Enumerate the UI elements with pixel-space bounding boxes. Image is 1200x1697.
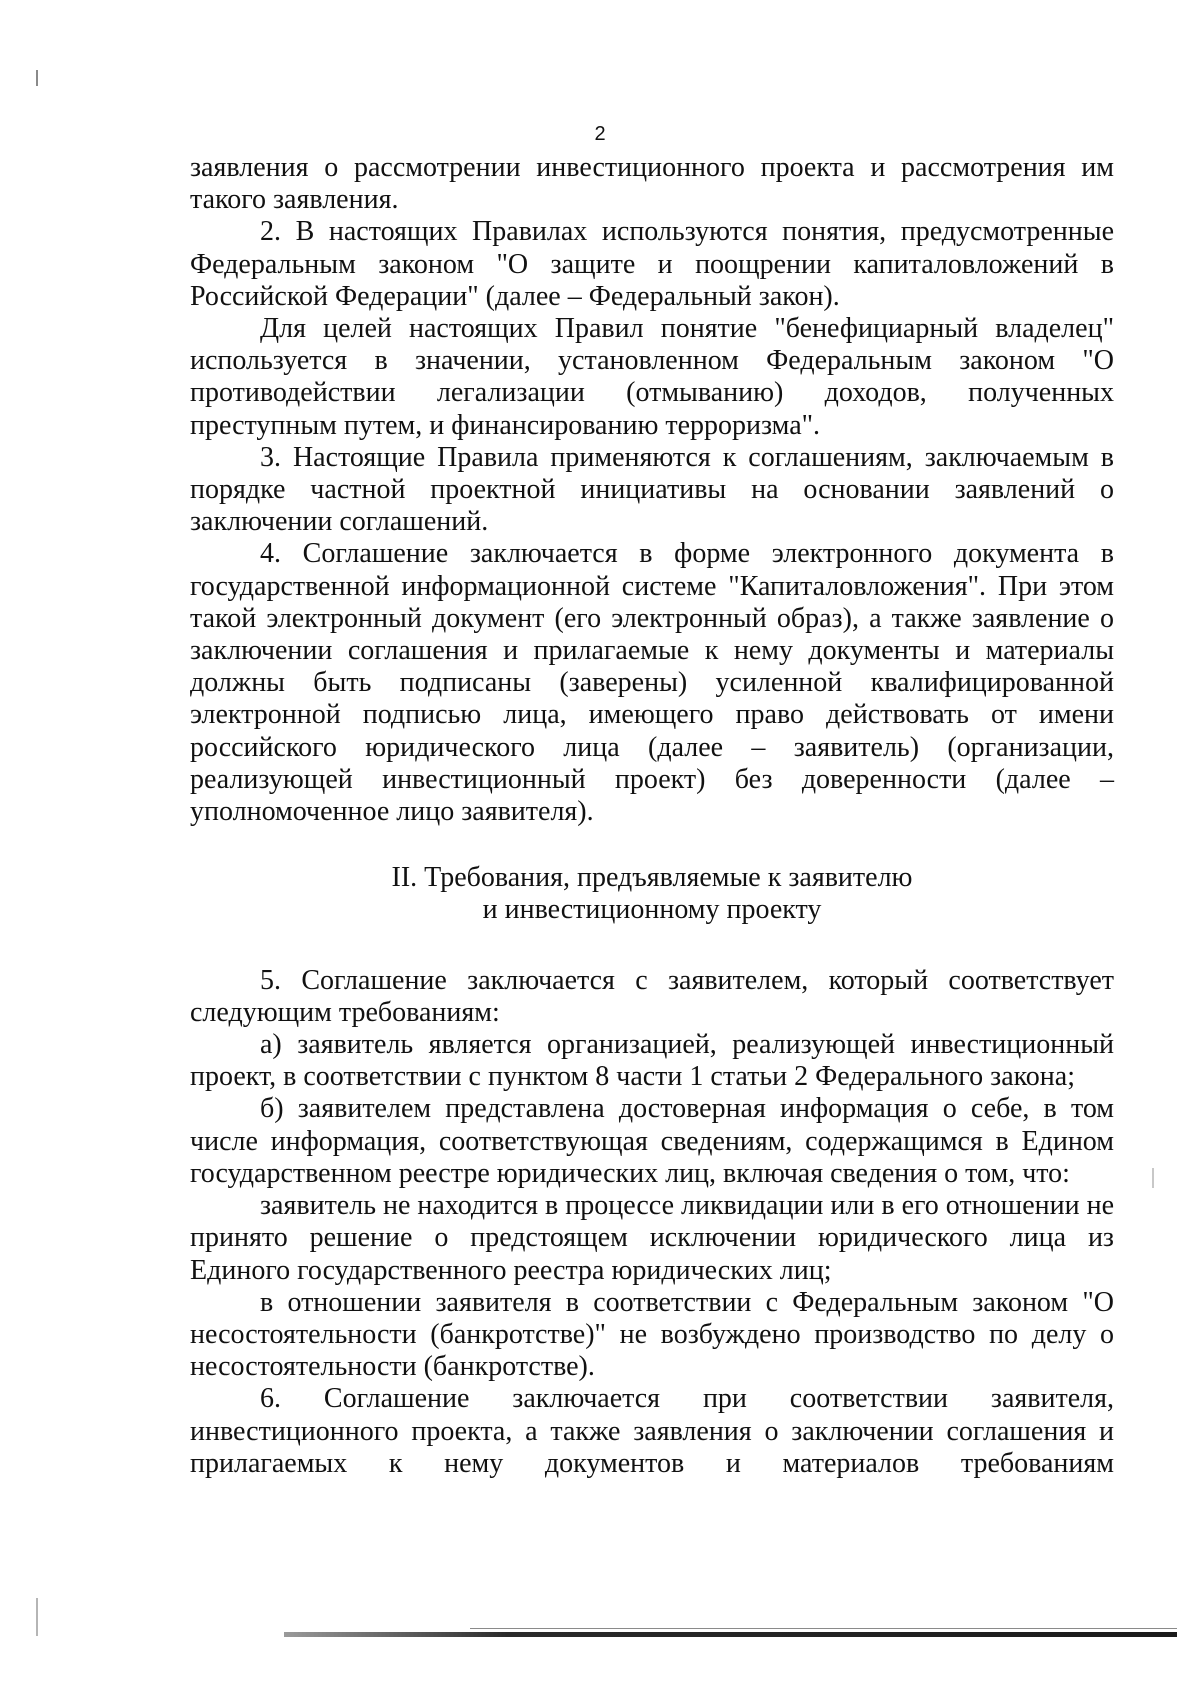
paragraph: а) заявитель является организацией, реализующей инвестиционный проект, в соответствии с пунктом 8 части 1 статьи 2 Федерального закона; (190, 1029, 1114, 1093)
scan-margin-mark-top (36, 70, 38, 86)
section-heading (190, 862, 1114, 926)
document-body (190, 152, 1114, 1480)
paragraph: б) заявителем представлена достоверная информация о себе, в том числе информация, соответствующая сведениям, содержащимся в Едином государственном реестре юридических лиц, включая сведения о том, что: (190, 1093, 1114, 1189)
paragraph: 3. Настоящие Правила применяются к соглашениям, заключаемым в порядке частной проектной инициативы на основании заявлений о заключении соглашений. (190, 441, 1114, 538)
paragraph: в отношении заявителя в соответствии с Федеральным законом "О несостоятельности (банкротстве)" не возбуждено производство по делу о несостоятельности (банкротстве). (190, 1286, 1114, 1383)
scan-right-mark (1152, 1168, 1154, 1188)
paragraph: 4. Соглашение заключается в форме электронного документа в государственной информационной системе "Капиталовложения". При этом такой электронный документ (его электронный образ), а также заявление о заключении соглашения и прилагаемые к нему документы и материалы должны быть подписаны (заверены) усиленной квалифицированной электронной подписью лица, имеющего право действовать от имени российского юридического лица (далее – заявитель) (организации, реализующей инвестиционный проект) без доверенности (далее – уполномоченное лицо заявителя). (190, 538, 1114, 828)
paragraph: Для целей настоящих Правил понятие "бенефициарный владелец" используется в значении, установленном Федеральным законом "О противодействии легализации (отмыванию) доходов, полученных преступным путем, и финансированию терроризма". (190, 313, 1114, 441)
scan-edge-line (284, 1632, 1177, 1637)
paragraph: 6. Соглашение заключается при соответствии заявителя, инвестиционного проекта, а также заявления о заключении соглашения и прилагаемых к нему документов и материалов требованиям (190, 1383, 1114, 1479)
section-heading-line: и инвестиционному проекту (482, 894, 822, 926)
paragraph: заявитель не находится в процессе ликвидации или в его отношении не принято решение о предстоящем исключении юридического лица из Единого государственного реестра юридических лиц; (190, 1190, 1114, 1286)
scan-margin-mark-bottom (36, 1598, 38, 1636)
paragraph: заявления о рассмотрении инвестиционного проекта и рассмотрения им такого заявления. (190, 152, 1114, 216)
scan-edge-line-thin (470, 1628, 1177, 1629)
paragraph: 2. В настоящих Правилах используются понятия, предусмотренные Федеральным законом "О защите и поощрении капиталовложений в Российской Федерации" (далее – Федеральный закон). (190, 216, 1114, 312)
paragraph: 5. Соглашение заключается с заявителем, который соответствует следующим требованиям: (190, 964, 1114, 1028)
page-number: 2 (594, 123, 606, 145)
section-heading-line: II. Требования, предъявляемые к заявителю (391, 862, 913, 894)
